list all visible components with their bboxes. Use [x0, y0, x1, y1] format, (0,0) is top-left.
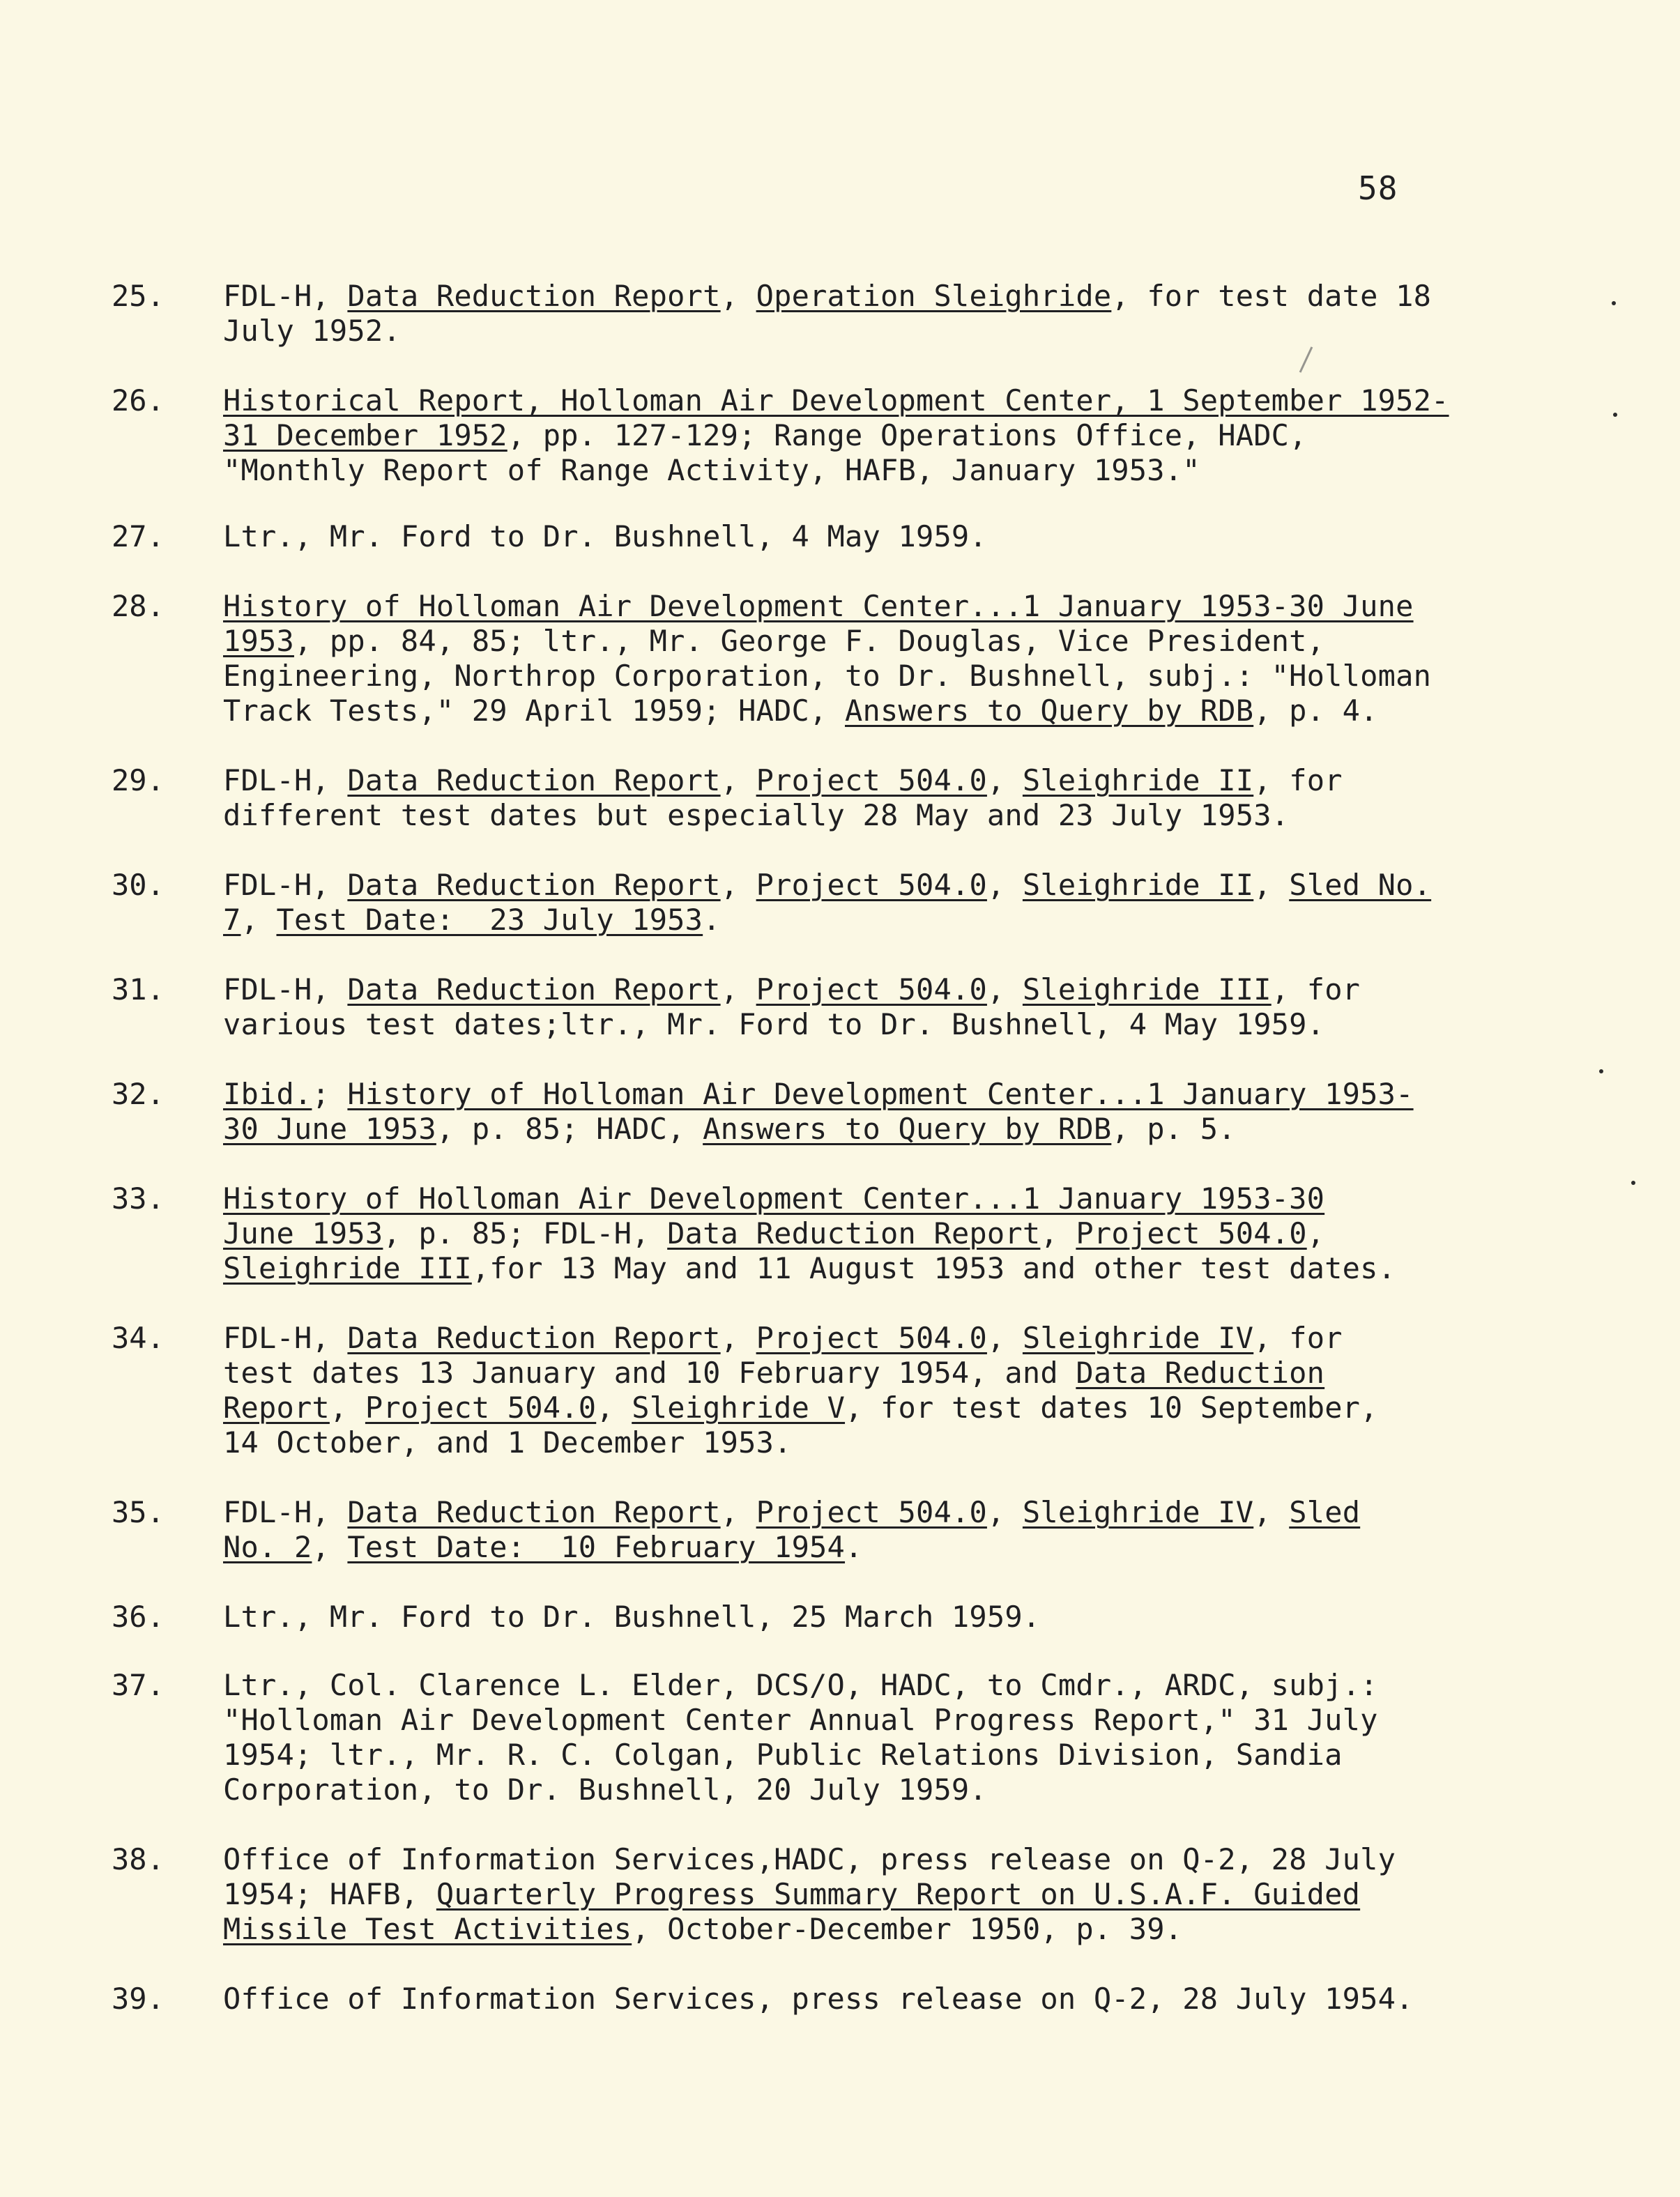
- text-line: [223, 1112, 1548, 1147]
- endnote-number: 25.: [112, 279, 165, 313]
- text-run: FDL-H,: [223, 1321, 348, 1355]
- text-run: FDL-H,: [223, 763, 348, 797]
- text-line: [223, 903, 1548, 937]
- text-run: FDL-H,: [223, 972, 348, 1006]
- text-run: 1954; HAFB,: [223, 1877, 436, 1911]
- text-line: [223, 1321, 1548, 1356]
- underlined-title: Sleighride V: [632, 1391, 846, 1425]
- endnote-text: [223, 1842, 1548, 1947]
- endnote-number: 27.: [112, 519, 165, 553]
- text-run: ,: [240, 903, 277, 937]
- text-line: [223, 279, 1548, 314]
- text-line: [223, 694, 1548, 728]
- endnote-number: 28.: [112, 589, 165, 623]
- underlined-title: Operation Sleighride: [756, 279, 1112, 313]
- endnote-number: 38.: [112, 1842, 165, 1876]
- speck: [1612, 301, 1616, 305]
- text-run: ,: [1253, 868, 1290, 902]
- endnote-number: 26.: [112, 383, 165, 418]
- text-line: [223, 1181, 1548, 1216]
- text-run: July 1952.: [223, 314, 401, 348]
- text-run: FDL-H,: [223, 868, 348, 902]
- text-run: ,: [1040, 1216, 1076, 1250]
- underlined-title: Data Reduction Report: [667, 1216, 1041, 1250]
- underlined-title: Sleighride II: [1022, 763, 1254, 797]
- underlined-title: Project 504.0: [756, 972, 987, 1006]
- text-run: ,: [986, 868, 1023, 902]
- text-run: Ltr., Mr. Ford to Dr. Bushnell, 25 March 1959.: [223, 1600, 1041, 1634]
- underlined-title: Data Reduction Report: [347, 1321, 721, 1355]
- text-run: , for: [1253, 1321, 1343, 1355]
- text-line: [223, 1356, 1548, 1391]
- text-line: [223, 1391, 1548, 1425]
- text-line: [223, 659, 1548, 694]
- text-run: ,: [720, 868, 756, 902]
- endnote-number: 33.: [112, 1181, 165, 1216]
- text-run: Ltr., Mr. Ford to Dr. Bushnell, 4 May 1959.: [223, 519, 987, 553]
- underlined-title: Ibid.: [223, 1077, 312, 1111]
- text-run: , p. 5.: [1111, 1112, 1236, 1146]
- underlined-title: 30 June 1953: [223, 1112, 436, 1146]
- underlined-title: Project 504.0: [756, 763, 987, 797]
- underlined-title: Missile Test Activities: [223, 1912, 632, 1946]
- text-run: Ltr., Col. Clarence L. Elder, DCS/O, HADC, to Cmdr., ARDC, subj.:: [223, 1668, 1378, 1702]
- underlined-title: History of Holloman Air Development Center...1 January 1953-30 June: [223, 589, 1414, 623]
- text-run: ,: [986, 763, 1023, 797]
- text-run: ,: [986, 972, 1023, 1006]
- endnote-number: 31.: [112, 972, 165, 1006]
- underlined-title: Sled: [1289, 1495, 1361, 1529]
- text-run: different test dates but especially 28 May and 23 July 1953.: [223, 798, 1290, 832]
- page-number: 58: [1358, 169, 1398, 207]
- underlined-title: 7: [223, 903, 241, 937]
- text-line: [223, 798, 1548, 833]
- endnote-number: 29.: [112, 763, 165, 797]
- text-run: Engineering, Northrop Corporation, to Dr. Bushnell, subj.: "Holloman: [223, 659, 1432, 693]
- underlined-title: Data Reduction Report: [347, 763, 721, 797]
- text-line: [223, 453, 1548, 488]
- underlined-title: Sleighride III: [223, 1251, 472, 1285]
- text-run: , p. 85; HADC,: [436, 1112, 703, 1146]
- text-run: ,: [312, 1530, 348, 1564]
- text-run: Office of Information Services, press release on Q-2, 28 July 1954.: [223, 1982, 1414, 2016]
- endnote-text: [223, 279, 1548, 349]
- text-run: "Monthly Report of Range Activity, HAFB, January 1953.": [223, 453, 1200, 487]
- text-run: ,: [720, 1321, 756, 1355]
- text-line: [223, 519, 1548, 554]
- underlined-title: Project 504.0: [756, 868, 987, 902]
- text-line: [223, 383, 1548, 418]
- text-run: Office of Information Services,HADC, press release on Q-2, 28 July: [223, 1842, 1396, 1876]
- underlined-title: No. 2: [223, 1530, 312, 1564]
- underlined-title: Report: [223, 1391, 330, 1425]
- text-run: ,: [720, 279, 756, 313]
- text-run: , pp. 84, 85; ltr., Mr. George F. Douglas, Vice President,: [293, 624, 1325, 658]
- underlined-title: Sleighride III: [1022, 972, 1272, 1006]
- endnote-text: [223, 1600, 1548, 1635]
- underlined-title: Answers to Query by RDB: [845, 694, 1254, 728]
- text-run: ,: [596, 1391, 632, 1425]
- text-run: ,: [720, 972, 756, 1006]
- endnote-text: [223, 763, 1548, 833]
- underlined-title: Project 504.0: [365, 1391, 597, 1425]
- endnote-text: [223, 1181, 1548, 1286]
- underlined-title: Data Reduction Report: [347, 868, 721, 902]
- text-run: , p. 85; FDL-H,: [383, 1216, 668, 1250]
- text-line: [223, 1077, 1548, 1112]
- underlined-title: Sleighride II: [1022, 868, 1254, 902]
- underlined-title: Sleighride IV: [1022, 1495, 1254, 1529]
- endnote-text: [223, 519, 1548, 554]
- endnote-text: [223, 383, 1548, 488]
- text-line: [223, 1877, 1548, 1912]
- text-run: various test dates;ltr., Mr. Ford to Dr. Bushnell, 4 May 1959.: [223, 1007, 1325, 1041]
- text-run: Track Tests," 29 April 1959; HADC,: [223, 694, 846, 728]
- text-run: Corporation, to Dr. Bushnell, 20 July 1959.: [223, 1773, 987, 1807]
- text-run: , p. 4.: [1253, 694, 1378, 728]
- text-run: ,: [720, 1495, 756, 1529]
- text-line: [223, 1007, 1548, 1042]
- endnote-number: 39.: [112, 1982, 165, 2016]
- text-run: FDL-H,: [223, 1495, 348, 1529]
- text-run: , for: [1253, 763, 1343, 797]
- underlined-title: Historical Report, Holloman Air Development Center, 1 September 1952-: [223, 383, 1449, 418]
- text-line: [223, 1251, 1548, 1286]
- speck: [1631, 1181, 1635, 1185]
- text-line: [223, 868, 1548, 903]
- underlined-title: June 1953: [223, 1216, 383, 1250]
- underlined-title: Sleighride IV: [1022, 1321, 1254, 1355]
- endnote-text: [223, 1321, 1548, 1460]
- text-run: , October-December 1950, p. 39.: [632, 1912, 1183, 1946]
- text-run: .: [703, 903, 721, 937]
- text-line: [223, 1530, 1548, 1565]
- text-run: test dates 13 January and 10 February 1954, and: [223, 1356, 1076, 1390]
- text-line: [223, 763, 1548, 798]
- underlined-title: History of Holloman Air Development Center...1 January 1953-30: [223, 1181, 1325, 1216]
- endnote-number: 36.: [112, 1600, 165, 1634]
- text-run: ,: [720, 763, 756, 797]
- text-line: [223, 314, 1548, 349]
- text-line: [223, 418, 1548, 453]
- endnote-number: 32.: [112, 1077, 165, 1111]
- text-run: ,: [986, 1321, 1023, 1355]
- endnote-text: [223, 1668, 1548, 1807]
- endnote-text: [223, 589, 1548, 728]
- underlined-title: History of Holloman Air Development Center...1 January 1953-: [347, 1077, 1414, 1111]
- endnote-number: 30.: [112, 868, 165, 902]
- underlined-title: Project 504.0: [756, 1321, 987, 1355]
- text-run: ,: [1253, 1495, 1290, 1529]
- underlined-title: Project 504.0: [756, 1495, 987, 1529]
- endnote-text: [223, 1495, 1548, 1565]
- text-line: [223, 1668, 1548, 1703]
- text-line: [223, 1703, 1548, 1738]
- text-run: ,: [986, 1495, 1023, 1529]
- text-line: [223, 589, 1548, 624]
- underlined-title: Answers to Query by RDB: [703, 1112, 1112, 1146]
- text-run: , pp. 127-129; Range Operations Office, HADC,: [507, 418, 1307, 452]
- text-run: 1954; ltr., Mr. R. C. Colgan, Public Relations Division, Sandia: [223, 1738, 1343, 1772]
- speck: [1599, 1069, 1603, 1073]
- text-line: [223, 1425, 1548, 1460]
- text-line: [223, 1495, 1548, 1530]
- text-run: ;: [312, 1077, 348, 1111]
- underlined-title: 31 December 1952: [223, 418, 507, 452]
- underlined-title: Data Reduction: [1076, 1356, 1325, 1390]
- speck: [1613, 413, 1617, 417]
- text-line: [223, 1982, 1548, 2016]
- text-run: , for: [1271, 972, 1361, 1006]
- underlined-title: Quarterly Progress Summary Report on U.S.A.F. Guided: [436, 1877, 1361, 1911]
- endnote-text: [223, 868, 1548, 937]
- underlined-title: Data Reduction Report: [347, 972, 721, 1006]
- text-line: [223, 1773, 1548, 1807]
- underlined-title: Project 504.0: [1076, 1216, 1307, 1250]
- text-run: 14 October, and 1 December 1953.: [223, 1425, 792, 1460]
- endnote-text: [223, 1077, 1548, 1147]
- text-run: ,: [1306, 1216, 1325, 1250]
- underlined-title: Data Reduction Report: [347, 279, 721, 313]
- text-run: ,for 13 May and 11 August 1953 and other test dates.: [471, 1251, 1396, 1285]
- text-run: "Holloman Air Development Center Annual Progress Report," 31 July: [223, 1703, 1378, 1737]
- text-run: FDL-H,: [223, 279, 348, 313]
- text-line: [223, 1912, 1548, 1947]
- text-line: [223, 1738, 1548, 1773]
- text-line: [223, 624, 1548, 659]
- pencil-mark: [1299, 346, 1313, 373]
- endnote-number: 35.: [112, 1495, 165, 1529]
- text-run: .: [845, 1530, 863, 1564]
- underlined-title: 1953: [223, 624, 294, 658]
- underlined-title: Test Date: 10 February 1954: [347, 1530, 846, 1564]
- text-line: [223, 1216, 1548, 1251]
- endnote-text: [223, 972, 1548, 1042]
- text-run: , for test date 18: [1111, 279, 1432, 313]
- endnote-text: [223, 1982, 1548, 2016]
- text-line: [223, 972, 1548, 1007]
- endnote-number: 37.: [112, 1668, 165, 1702]
- text-run: , for test dates 10 September,: [845, 1391, 1378, 1425]
- underlined-title: Sled No.: [1289, 868, 1432, 902]
- text-line: [223, 1842, 1548, 1877]
- endnote-number: 34.: [112, 1321, 165, 1355]
- text-line: [223, 1600, 1548, 1635]
- underlined-title: Data Reduction Report: [347, 1495, 721, 1529]
- underlined-title: Test Date: 23 July 1953: [276, 903, 703, 937]
- text-run: ,: [329, 1391, 365, 1425]
